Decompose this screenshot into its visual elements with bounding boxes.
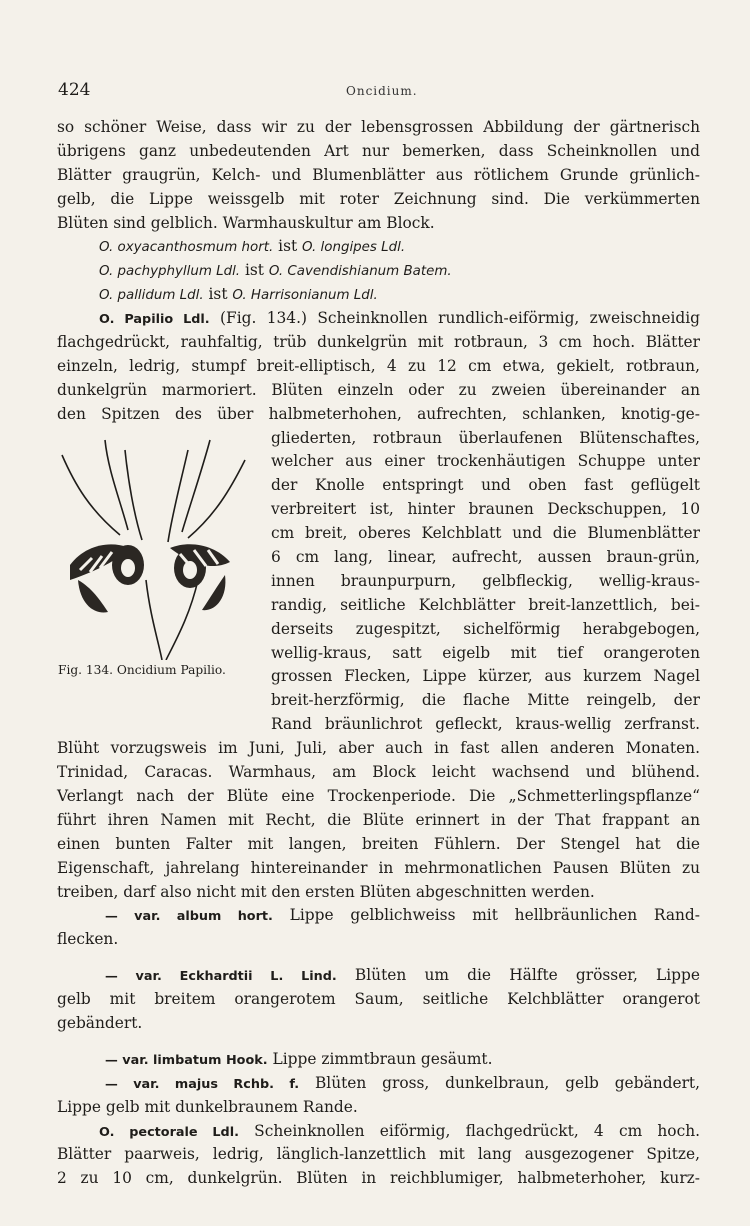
text-line: gliederten, rotbraun überlaufenen Blütenschaftes,: [271, 428, 700, 447]
figure-caption: Fig. 134. Oncidium Papilio.: [58, 663, 226, 677]
spacer: [57, 1036, 700, 1048]
text-line: gelb, die Lippe weissgelb mit roter Zeichnung sind. Die verkümmerten: [57, 189, 700, 208]
text-line: grossen Flecken, Lippe kürzer, aus kurzem Nagel: [271, 667, 700, 686]
text-line: breit-herzförmig, die flache Mitte reingelb, der: [271, 691, 700, 710]
page-header: [58, 80, 698, 104]
variety-line: [57, 964, 700, 988]
variety-text: Lippe zimmtbraun gesäumt.: [267, 1049, 493, 1068]
text-line: flachgedrückt, rauhfaltig, trüb dunkelgrün mit rotbraun, 3 cm hoch. Blätter: [57, 333, 700, 352]
entry-text: (Fig. 134.) Scheinknollen rundlich-eiförmig, zweischneidig: [209, 309, 700, 328]
orchid-illustration: [50, 430, 260, 660]
species-name: O. pectorale Ldl.: [99, 1124, 239, 1140]
text-line: dunkelgrün marmoriert. Blüten einzeln oder zu zweien übereinander an: [57, 380, 700, 399]
synonym-target: O. Harrisonianum Ldl.: [232, 288, 378, 304]
synonym-connector: ist: [273, 237, 303, 256]
species-name: O. Papilio Ldl.: [99, 312, 210, 328]
species-entry-heading: [57, 1120, 700, 1144]
synonym-connector: ist: [240, 261, 269, 280]
text-line: Blätter paarweis, ledrig, länglich-lanzettlich mit lang ausgezogener Spitze,: [57, 1145, 700, 1164]
variety-name: — var. Eckhardtii L. Lind.: [105, 969, 337, 985]
species-entry-heading: [57, 307, 700, 331]
synonym-line: [57, 235, 700, 259]
text-line: gebändert.: [57, 1013, 143, 1032]
variety-line: [57, 1048, 700, 1072]
synonym-name: O. pachyphyllum Ldl.: [99, 264, 241, 280]
text-line: Rand bräunlichrot gefleckt, kraus-wellig zerfranst.: [271, 715, 700, 734]
text-line: treiben, darf also nicht mit den ersten Blüten abgeschnitten werden.: [57, 882, 595, 901]
text-line: einzeln, ledrig, stumpf breit-elliptisch, 4 zu 12 cm etwa, gekielt, rotbraun,: [57, 356, 700, 375]
synonym-target: O. longipes Ldl.: [302, 240, 406, 256]
variety-text: Blüten um die Hälfte grösser, Lippe: [336, 966, 700, 985]
text-line: einen bunten Falter mit langen, breiten Fühlern. Der Stengel hat die: [57, 834, 700, 853]
synonym-line: [57, 283, 700, 307]
variety-text: Lippe gelblichweiss mit hellbräunlichen Rand-: [272, 906, 700, 925]
text-line: derseits zugespitzt, sichelförmig herabgebogen,: [271, 619, 700, 638]
page-number: 424: [58, 80, 91, 100]
text-line: Trinidad, Caracas. Warmhaus, am Block leicht wachsend und blühend.: [57, 763, 700, 782]
variety-text: Blüten gross, dunkelbraun, gelb gebändert,: [299, 1073, 701, 1092]
text-line: Blätter graugrün, Kelch- und Blumenblätter aus rötlichem Grunde grünlich-: [57, 165, 700, 184]
text-line: Blüht vorzugsweis im Juni, Juli, aber auch in fast allen anderen Monaten.: [57, 739, 700, 758]
running-title: Oncidium.: [346, 84, 418, 98]
text-line: Verlangt nach der Blüte eine Trockenperiode. Die „Schmetterlingspflanze“: [57, 786, 700, 805]
text-line: gelb mit breitem orangerotem Saum, seitliche Kelchblätter orangerot: [57, 990, 700, 1009]
spacer: [57, 952, 700, 964]
variety-name: — var. limbatum Hook.: [105, 1052, 268, 1068]
text-line: der Knolle entspringt und oben fast geflügelt: [271, 476, 700, 495]
text-line: Eigenschaft, jahrelang hintereinander in mehrmonatlichen Pausen Blüten zu: [57, 858, 700, 877]
text-line: 6 cm lang, linear, aufrecht, aussen braun-grün,: [271, 548, 700, 567]
text-line: den Spitzen des über halbmeterhohen, aufrechten, schlanken, knotig-ge-: [57, 404, 700, 423]
text-line: übrigens ganz unbedeutenden Art nur bemerken, dass Scheinknollen und: [57, 141, 700, 160]
text-line: Blüten sind gelblich. Warmhauskultur am Block.: [57, 213, 435, 232]
text-line: führt ihren Namen mit Recht, die Blüte erinnert in der That frappant an: [57, 810, 700, 829]
text-line: flecken.: [57, 930, 119, 949]
synonym-line: [57, 259, 700, 283]
synonym-connector: ist: [203, 285, 233, 304]
text-line: randig, seitliche Kelchblätter breit-lanzettlich, bei-: [271, 595, 700, 614]
synonym-name: O. pallidum Ldl.: [99, 288, 204, 304]
variety-name: — var. majus Rchb. f.: [105, 1076, 300, 1092]
text-line: verbreitert ist, hinter braunen Deckschuppen, 10: [271, 500, 700, 519]
variety-line: [57, 1072, 700, 1096]
text-line: welcher aus einer trockenhäutigen Schuppe unter: [271, 452, 700, 471]
text-line: wellig-kraus, satt eigelb mit tief orangeroten: [271, 643, 700, 662]
text-line: innen braunpurpurn, gelbfleckig, wellig-kraus-: [271, 571, 700, 590]
oncidium-papilio-drawing: [50, 430, 260, 660]
synonym-target: O. Cavendishianum Batem.: [268, 264, 452, 280]
text-line: cm breit, oberes Kelchblatt und die Blumenblätter: [271, 524, 700, 543]
text-line: so schöner Weise, dass wir zu der lebensgrossen Abbildung der gärtnerisch: [57, 118, 700, 136]
entry-text: Scheinknollen eiförmig, flachgedrückt, 4 cm hoch.: [238, 1121, 700, 1140]
synonym-name: O. oxyacanthosmum hort.: [99, 240, 274, 256]
variety-line: [57, 904, 700, 928]
text-line: Lippe gelb mit dunkelbraunem Rande.: [57, 1097, 358, 1116]
text-line: 2 zu 10 cm, dunkelgrün. Blüten in reichblumiger, halbmeterhoher, kurz-: [57, 1169, 700, 1188]
variety-name: — var. album hort.: [105, 909, 273, 925]
